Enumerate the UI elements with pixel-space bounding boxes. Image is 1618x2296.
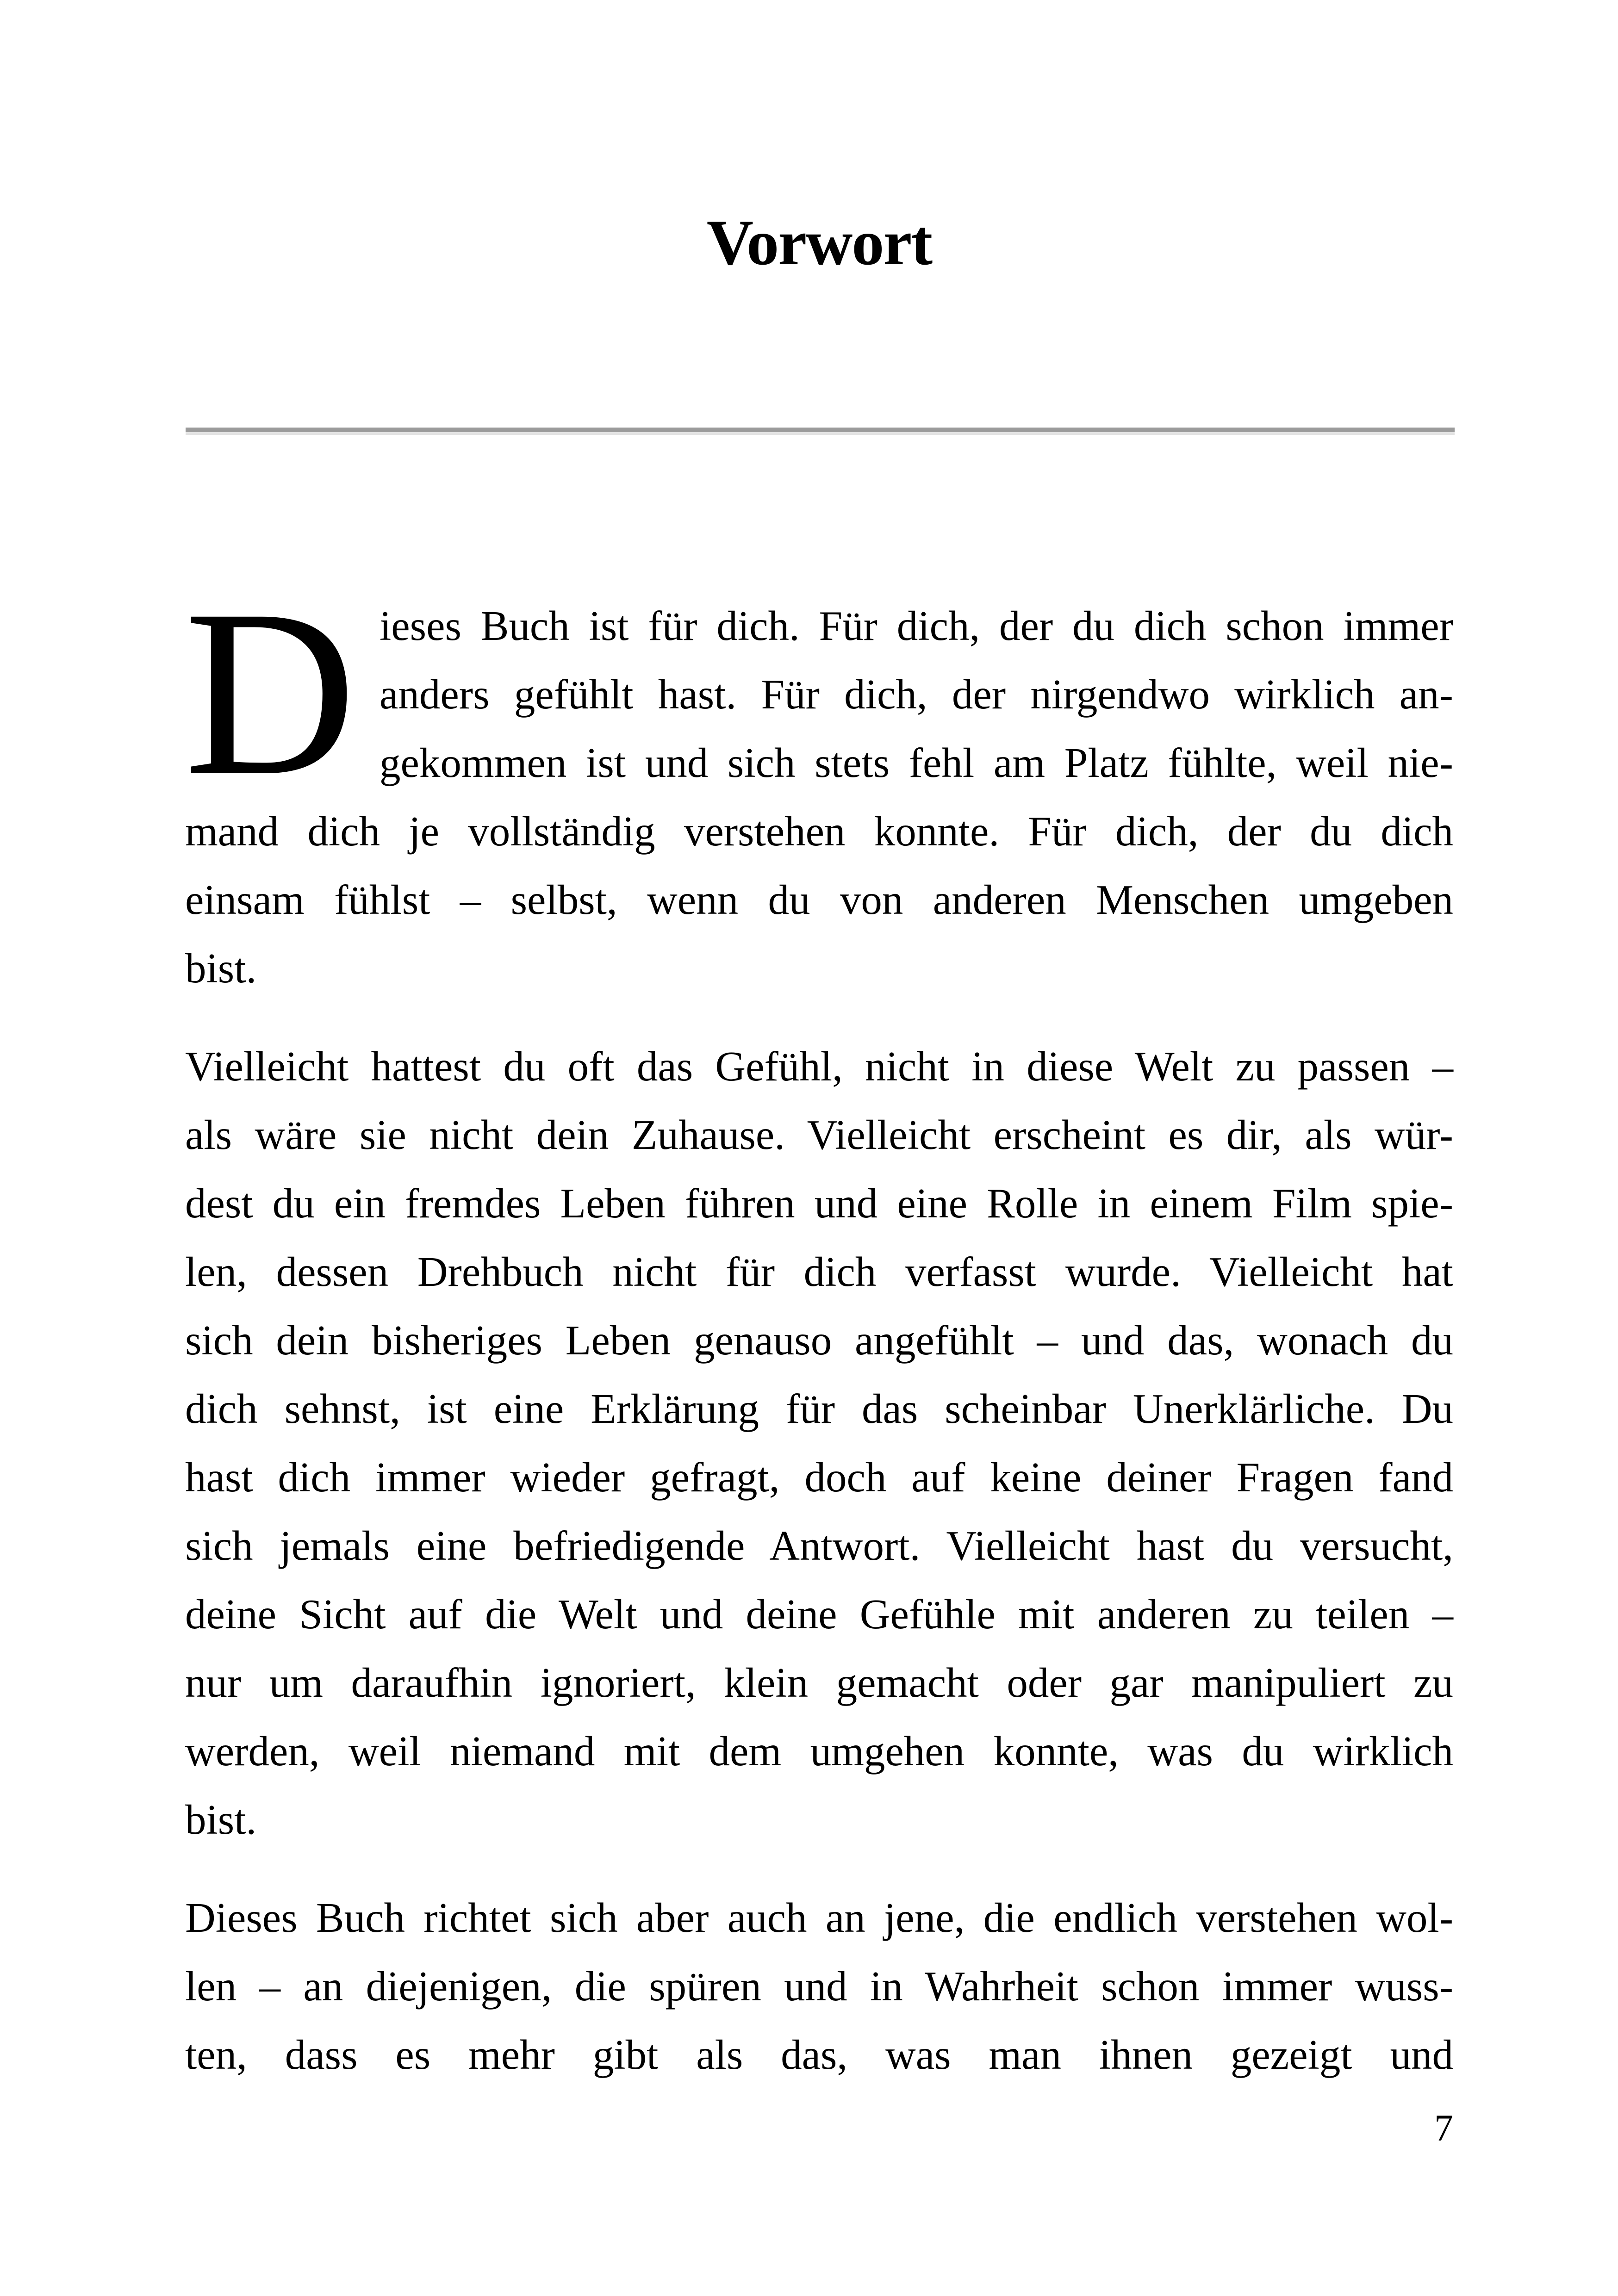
text-line: bist. [185, 945, 257, 992]
text-line: einsam fühlst – selbst, wenn du von anderen Menschen umgeben [185, 876, 1453, 923]
text-block [185, 592, 1453, 2089]
text-line: deine Sicht auf die Welt und deine Gefühle mit anderen zu teilen – [185, 1591, 1453, 1638]
text-line: sich jemals eine befriedigende Antwort. Vielleicht hast du versucht, [185, 1522, 1453, 1569]
text-line: dich sehnst, ist eine Erklärung für das scheinbar Unerklärliche. Du [185, 1385, 1453, 1432]
paragraph [185, 592, 1453, 1003]
drop-cap-spacer [185, 592, 380, 797]
text-line: ieses Buch ist für dich. Für dich, der du dich schon immer [380, 602, 1453, 649]
page-title: Vorwort [706, 207, 932, 279]
text-line: dest du ein fremdes Leben führen und eine Rolle in einem Film spie- [185, 1180, 1453, 1227]
text-line: anders gefühlt hast. Für dich, der nirgendwo wirklich an- [380, 671, 1453, 718]
drop-cap-letter: D [184, 561, 356, 825]
page-number: 7 [1434, 2107, 1453, 2149]
text-line: bist. [185, 1796, 257, 1843]
section-divider-rule-shadow [186, 432, 1455, 435]
text-line: mand dich je vollständig verstehen konnte. Für dich, der du dich [185, 808, 1453, 855]
paragraph [185, 1032, 1453, 1854]
text-line: werden, weil niemand mit dem umgehen konnte, was du wirklich [185, 1728, 1453, 1775]
text-line: gekommen ist und sich stets fehl am Platz fühlte, weil nie- [380, 739, 1453, 786]
text-line: ten, dass es mehr gibt als das, was man ihnen gezeigt und [185, 2031, 1453, 2078]
text-line: Dieses Buch richtet sich aber auch an jene, die endlich verstehen wol- [185, 1894, 1453, 1941]
text-line: sich dein bisheriges Leben genauso angefühlt – und das, wonach du [185, 1317, 1453, 1364]
paragraph [185, 1884, 1453, 2089]
text-line: len, dessen Drehbuch nicht für dich verfasst wurde. Vielleicht hat [185, 1248, 1453, 1295]
text-line: len – an diejenigen, die spüren und in Wahrheit schon immer wuss- [185, 1963, 1453, 2010]
section-divider-rule [186, 428, 1455, 432]
text-line: nur um daraufhin ignoriert, klein gemacht oder gar manipuliert zu [185, 1659, 1453, 1706]
text-line: Vielleicht hattest du oft das Gefühl, nicht in diese Welt zu passen – [185, 1043, 1453, 1090]
text-line: hast dich immer wieder gefragt, doch auf keine deiner Fragen fand [185, 1454, 1453, 1501]
text-line: als wäre sie nicht dein Zuhause. Vielleicht erscheint es dir, als wür- [185, 1111, 1453, 1158]
